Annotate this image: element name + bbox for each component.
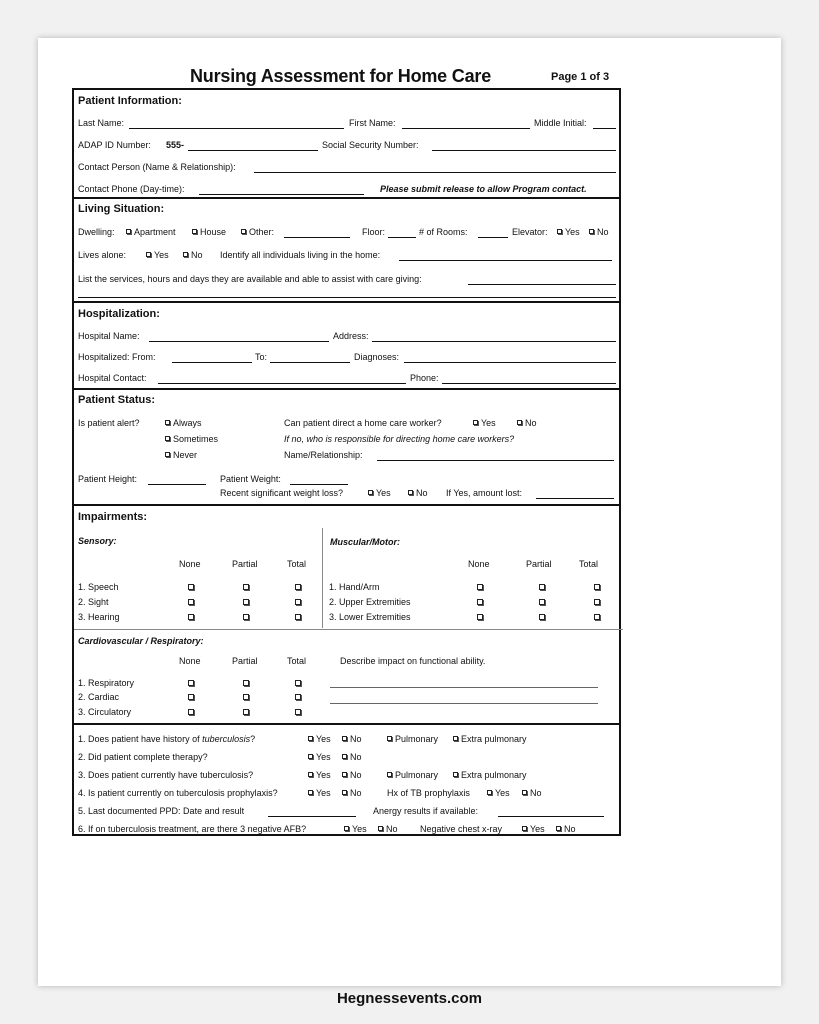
ssn-field[interactable]: [432, 150, 616, 151]
elevator-yes-option[interactable]: Yes: [557, 227, 580, 238]
rooms-field[interactable]: [478, 237, 508, 238]
site-watermark: Hegnessevents.com: [336, 990, 483, 1007]
chest-no-option[interactable]: No: [556, 824, 576, 835]
phone-field[interactable]: [442, 383, 616, 384]
checkbox-icon[interactable]: [453, 736, 458, 741]
cardio-item: 1. Respiratory: [78, 678, 135, 688]
checkbox-icon[interactable]: [378, 826, 383, 831]
release-note: Please submit release to allow Program contact.: [380, 184, 587, 194]
q3-yes-option[interactable]: Yes: [308, 770, 331, 781]
name-relationship-field[interactable]: [377, 460, 614, 461]
checkbox-icon[interactable]: [594, 599, 600, 605]
checkbox-icon[interactable]: [556, 826, 561, 831]
checkbox-icon[interactable]: [477, 614, 483, 620]
checkbox-icon[interactable]: [295, 680, 301, 686]
checkbox-icon[interactable]: [342, 754, 347, 759]
checkbox-icon[interactable]: [188, 599, 194, 605]
checkbox-icon[interactable]: [192, 229, 197, 234]
middle-initial-label: Middle Initial:: [534, 118, 587, 128]
checkbox-icon[interactable]: [594, 614, 600, 620]
from-field[interactable]: [172, 362, 252, 363]
apartment-option[interactable]: Apartment: [126, 227, 176, 238]
section-tuberculosis: [74, 725, 619, 838]
checkbox-icon[interactable]: [342, 790, 347, 795]
direct-worker-label: Can patient direct a home care worker?: [284, 418, 442, 428]
col-none: None: [179, 656, 201, 666]
checkbox-icon[interactable]: [295, 599, 301, 605]
section-heading: Patient Information:: [78, 95, 182, 107]
alert-label: Is patient alert?: [78, 418, 140, 428]
checkbox-icon[interactable]: [146, 252, 151, 257]
checkbox-icon[interactable]: [473, 420, 478, 425]
checkbox-icon[interactable]: [165, 420, 170, 425]
checkbox-icon[interactable]: [408, 490, 413, 495]
cardio-item: 2. Cardiac: [78, 692, 120, 702]
hx-yes-option[interactable]: Yes: [487, 788, 510, 799]
muscular-item: 3. Lower Extremities: [329, 612, 411, 622]
col-total: Total: [579, 559, 599, 569]
q1-yes-option[interactable]: Yes: [308, 734, 331, 745]
checkbox-icon[interactable]: [308, 790, 313, 795]
section-patient-information: [74, 90, 619, 199]
section-heading: Impairments:: [78, 511, 148, 523]
ssn-label: Social Security Number:: [322, 140, 419, 150]
tb-question-4: 4. Is patient currently on tuberculosis prophylaxis?: [78, 788, 278, 798]
hospital-name-label: Hospital Name:: [78, 331, 140, 341]
tb-question-6: 6. If on tuberculosis treatment, are there 3 negative AFB?: [78, 824, 307, 834]
checkbox-icon[interactable]: [243, 599, 249, 605]
checkbox-icon[interactable]: [243, 694, 249, 700]
section-impairments: [74, 506, 619, 725]
section-living-situation: [74, 199, 619, 303]
checkbox-icon[interactable]: [539, 584, 545, 590]
to-field[interactable]: [270, 362, 350, 363]
describe-label: Describe impact on functional ability.: [340, 656, 486, 666]
identify-label: Identify all individuals living in the home:: [220, 250, 381, 260]
elevator-label: Elevator:: [512, 227, 548, 237]
diagnoses-label: Diagnoses:: [354, 352, 400, 362]
checkbox-icon[interactable]: [308, 754, 313, 759]
q4-no-option[interactable]: No: [342, 788, 362, 799]
name-relationship-label: Name/Relationship:: [284, 450, 363, 460]
col-none: None: [179, 559, 201, 569]
muscular-item: 1. Hand/Arm: [329, 582, 380, 592]
first-name-label: First Name:: [349, 118, 396, 128]
hospitalized-from-label: Hospitalized: From:: [78, 352, 156, 362]
checkbox-icon[interactable]: [517, 420, 522, 425]
q3-extra-pulmonary-option[interactable]: Extra pulmonary: [453, 770, 527, 781]
describe-field-line2[interactable]: [330, 703, 598, 704]
chest-xray-label: Negative chest x-ray: [420, 824, 503, 834]
describe-field[interactable]: [330, 687, 598, 688]
ppd-field[interactable]: [268, 816, 356, 817]
identify-field[interactable]: [399, 260, 612, 261]
hospital-name-field[interactable]: [149, 341, 329, 342]
hx-prophylaxis-label: Hx of TB prophylaxis: [387, 788, 470, 798]
lives-alone-label: Lives alone:: [78, 250, 127, 260]
checkbox-icon[interactable]: [308, 772, 313, 777]
checkbox-icon[interactable]: [165, 436, 170, 441]
section-heading: Living Situation:: [78, 203, 165, 215]
cardio-heading: Cardiovascular / Respiratory:: [78, 636, 204, 646]
checkbox-icon[interactable]: [308, 736, 313, 741]
dwelling-label: Dwelling:: [78, 227, 115, 237]
weight-label: Patient Weight:: [220, 474, 281, 484]
col-none: None: [468, 559, 490, 569]
elevator-no-option[interactable]: No: [589, 227, 609, 238]
checkbox-icon[interactable]: [387, 736, 392, 741]
weight-field[interactable]: [290, 484, 348, 485]
checkbox-icon[interactable]: [522, 826, 527, 831]
address-label: Address:: [333, 331, 369, 341]
section-heading: Patient Status:: [78, 394, 156, 406]
col-partial: Partial: [232, 656, 258, 666]
checkbox-icon[interactable]: [243, 680, 249, 686]
checkbox-icon[interactable]: [241, 229, 246, 234]
checkbox-icon[interactable]: [126, 229, 131, 234]
col-partial: Partial: [232, 559, 258, 569]
tb-question-1: 1. Does patient have history of tuberculosis?: [78, 734, 256, 744]
checkbox-icon[interactable]: [387, 772, 392, 777]
services-field-line2[interactable]: [78, 297, 616, 298]
checkbox-icon[interactable]: [477, 599, 483, 605]
checkbox-icon[interactable]: [539, 614, 545, 620]
alert-never-option[interactable]: Never: [165, 450, 197, 461]
hospital-contact-label: Hospital Contact:: [78, 373, 147, 383]
weight-loss-no-option[interactable]: No: [408, 488, 428, 499]
contact-person-label: Contact Person (Name & Relationship):: [78, 162, 236, 172]
hospital-contact-field[interactable]: [158, 383, 406, 384]
contact-phone-label: Contact Phone (Day-time):: [78, 184, 185, 194]
q3-pulmonary-option[interactable]: Pulmonary: [387, 770, 438, 781]
adap-id-field[interactable]: [188, 150, 318, 151]
muscular-item: 2. Upper Extremities: [329, 597, 411, 607]
weight-loss-yes-option[interactable]: Yes: [368, 488, 391, 499]
last-name-label: Last Name:: [78, 118, 125, 128]
amount-lost-label: If Yes, amount lost:: [446, 488, 523, 498]
lives-alone-yes-option[interactable]: Yes: [146, 250, 169, 261]
contact-phone-field[interactable]: [199, 194, 364, 195]
page-number: Page 1 of 3: [551, 71, 610, 83]
height-field[interactable]: [148, 484, 206, 485]
alert-always-option[interactable]: Always: [165, 418, 202, 429]
checkbox-icon[interactable]: [453, 772, 458, 777]
sensory-item: 3. Hearing: [78, 612, 120, 622]
last-name-field[interactable]: [129, 128, 344, 129]
checkbox-icon[interactable]: [243, 614, 249, 620]
tb-question-3: 3. Does patient currently have tuberculosis?: [78, 770, 254, 780]
checkbox-icon[interactable]: [183, 252, 188, 257]
hx-no-option[interactable]: No: [522, 788, 542, 799]
sensory-item: 2. Sight: [78, 597, 109, 607]
checkbox-icon[interactable]: [594, 584, 600, 590]
house-option[interactable]: House: [192, 227, 226, 238]
middle-initial-field[interactable]: [593, 128, 616, 129]
floor-label: Floor:: [362, 227, 386, 237]
amount-lost-field[interactable]: [536, 498, 614, 499]
checkbox-icon[interactable]: [188, 694, 194, 700]
checkbox-icon[interactable]: [243, 709, 249, 715]
checkbox-icon[interactable]: [522, 790, 527, 795]
checkbox-icon[interactable]: [165, 452, 170, 457]
diagnoses-field[interactable]: [404, 362, 616, 363]
q1-pulmonary-option[interactable]: Pulmonary: [387, 734, 438, 745]
muscular-heading: Muscular/Motor:: [330, 537, 401, 547]
checkbox-icon[interactable]: [368, 490, 373, 495]
if-no-note: If no, who is responsible for directing home care workers?: [284, 434, 515, 444]
sensory-heading: Sensory:: [78, 536, 117, 546]
services-field[interactable]: [468, 284, 616, 285]
rooms-label: # of Rooms:: [419, 227, 468, 237]
checkbox-icon[interactable]: [295, 614, 301, 620]
checkbox-icon[interactable]: [188, 680, 194, 686]
q2-no-option[interactable]: No: [342, 752, 362, 763]
direct-no-option[interactable]: No: [517, 418, 537, 429]
cardio-item: 3. Circulatory: [78, 707, 132, 717]
q1-no-option[interactable]: No: [342, 734, 362, 745]
height-label: Patient Height:: [78, 474, 138, 484]
checkbox-icon[interactable]: [295, 694, 301, 700]
services-label: List the services, hours and days they are available and able to assist with care giving:: [78, 274, 422, 284]
alert-sometimes-option[interactable]: Sometimes: [165, 434, 218, 445]
checkbox-icon[interactable]: [243, 584, 249, 590]
checkbox-icon[interactable]: [188, 614, 194, 620]
page-title: Nursing Assessment for Home Care: [190, 66, 492, 86]
other-option[interactable]: Other:: [241, 227, 274, 238]
adap-prefix: 555-: [166, 140, 185, 150]
q3-no-option[interactable]: No: [342, 770, 362, 781]
checkbox-icon[interactable]: [342, 736, 347, 741]
checkbox-icon[interactable]: [477, 584, 483, 590]
row-divider: [74, 629, 623, 630]
q1-extra-pulmonary-option[interactable]: Extra pulmonary: [453, 734, 527, 745]
tb-question-2: 2. Did patient complete therapy?: [78, 752, 208, 762]
q6-yes-option[interactable]: Yes: [344, 824, 367, 835]
section-heading: Hospitalization:: [78, 308, 160, 320]
col-partial: Partial: [526, 559, 552, 569]
first-name-field[interactable]: [402, 128, 530, 129]
col-total: Total: [287, 656, 307, 666]
weight-loss-label: Recent significant weight loss?: [220, 488, 344, 498]
section-hospitalization: [74, 303, 619, 390]
address-field[interactable]: [372, 341, 616, 342]
checkbox-icon[interactable]: [188, 584, 194, 590]
tb-question-5: 5. Last documented PPD: Date and result: [78, 806, 245, 816]
chest-yes-option[interactable]: Yes: [522, 824, 545, 835]
sensory-item: 1. Speech: [78, 582, 119, 592]
column-divider: [322, 528, 323, 628]
section-patient-status: [74, 390, 619, 506]
floor-field[interactable]: [388, 237, 416, 238]
other-field[interactable]: [284, 237, 350, 238]
adap-id-label: ADAP ID Number:: [78, 140, 151, 150]
q2-yes-option[interactable]: Yes: [308, 752, 331, 763]
checkbox-icon[interactable]: [344, 826, 349, 831]
anergy-field[interactable]: [498, 816, 604, 817]
q6-no-option[interactable]: No: [378, 824, 398, 835]
lives-alone-no-option[interactable]: No: [183, 250, 203, 261]
checkbox-icon[interactable]: [487, 790, 492, 795]
direct-yes-option[interactable]: Yes: [473, 418, 496, 429]
checkbox-icon[interactable]: [589, 229, 594, 234]
anergy-label: Anergy results if available:: [373, 806, 479, 816]
assessment-form: [72, 88, 621, 836]
q4-yes-option[interactable]: Yes: [308, 788, 331, 799]
checkbox-icon[interactable]: [188, 709, 194, 715]
phone-label: Phone:: [410, 373, 439, 383]
checkbox-icon[interactable]: [295, 584, 301, 590]
checkbox-icon[interactable]: [295, 709, 301, 715]
to-label: To:: [255, 352, 268, 362]
col-total: Total: [287, 559, 307, 569]
contact-person-field[interactable]: [254, 172, 616, 173]
checkbox-icon[interactable]: [539, 599, 545, 605]
checkbox-icon[interactable]: [557, 229, 562, 234]
checkbox-icon[interactable]: [342, 772, 347, 777]
